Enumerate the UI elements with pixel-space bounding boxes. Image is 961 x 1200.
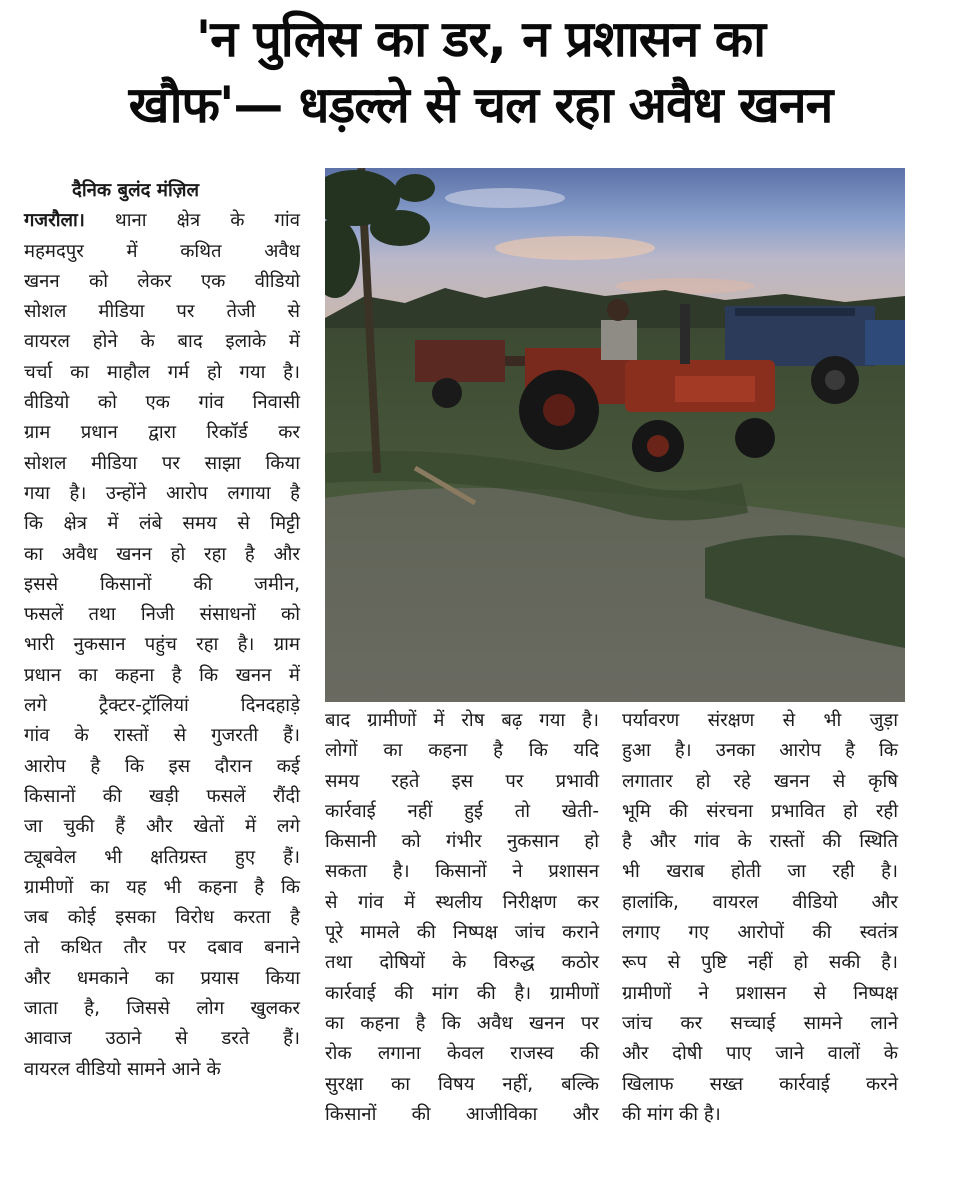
article-line: पर्यावरण संरक्षण से भी जुड़ा [622, 710, 898, 731]
article-line: लगातार हो रहे खनन से कृषि [622, 770, 898, 792]
article-line: महमदपुर में कथित अवैध [24, 240, 300, 262]
article-line: भारी नुकसान पहुंच रहा है। ग्राम [24, 634, 300, 656]
article-line: और दोषी पाए जाने वालों के [622, 1043, 898, 1065]
article-line: तथा दोषियों के विरुद्ध कठोर [325, 952, 599, 974]
article-line: ट्यूबवेल भी क्षतिग्रस्त हुए हैं। [24, 846, 300, 868]
article-line: कि क्षेत्र में लंबे समय से मिट्टी [24, 513, 300, 535]
headline-line-1: 'न पुलिस का डर, न प्रशासन का [195, 10, 766, 68]
article-line: जाता है, जिससे लोग खुलकर [24, 998, 300, 1020]
article-line: रूप से पुष्टि नहीं हो सकी है। [622, 952, 898, 974]
article-line: आरोप है कि इस दौरान कई [24, 755, 300, 777]
article-line: खिलाफ सख्त कार्रवाई करने [622, 1073, 898, 1095]
article-line: पूरे मामले की निष्पक्ष जांच कराने [325, 922, 599, 944]
article-line: चर्चा का माहौल गर्म हो गया है। [24, 361, 300, 383]
news-photo-tractors [325, 168, 905, 702]
article-line: जा चुकी हैं और खेतों में लगे [24, 816, 300, 838]
article-line: समय रहते इस पर प्रभावी [325, 770, 599, 792]
article-line: ग्रामीणों का यह भी कहना है कि [24, 876, 300, 898]
article-line: भी खराब होती जा रही है। [622, 861, 898, 883]
article-line: बाद ग्रामीणों में रोष बढ़ गया है। [325, 710, 599, 731]
article-column-3 [622, 706, 898, 1130]
article-line: वायरल वीडियो सामने आने के [24, 1058, 221, 1080]
article-line: वायरल होने के बाद इलाके में [24, 331, 300, 353]
article-line: गांव के रास्तों से गुजरती हैं। [24, 725, 300, 747]
article-column-2 [325, 706, 599, 1130]
article-line: से गांव में स्थलीय निरीक्षण कर [325, 891, 599, 913]
article-line: लगे ट्रैक्टर-ट्रॉलियां दिनदहाड़े [24, 695, 300, 717]
article-line: तो कथित तौर पर दबाव बनाने [24, 937, 300, 959]
article-line: गया है। उन्होंने आरोप लगाया है [24, 482, 300, 504]
article-line: कार्रवाई नहीं हुई तो खेती- [325, 800, 599, 822]
article-line [24, 206, 300, 236]
article-line: का अवैध खनन हो रहा है और [24, 543, 300, 565]
article-line: जब कोई इसका विरोध करता है [24, 907, 300, 929]
article-line: हुआ है। उनका आरोप है कि [622, 740, 898, 762]
article-line: वीडियो को एक गांव निवासी [24, 392, 300, 414]
article-line: सोशल मीडिया पर साझा किया [24, 452, 300, 474]
article-line: किसानी को गंभीर नुकसान हो [325, 831, 599, 853]
article-line: हालांकि, वायरल वीडियो और [622, 891, 898, 913]
article-line: भूमि की संरचना प्रभावित हो रही [622, 800, 898, 822]
article-line: इससे किसानों की जमीन, [24, 573, 300, 595]
article-line: और धमकाने का प्रयास किया [24, 967, 300, 989]
article-line: कार्रवाई की मांग की है। ग्रामीणों [325, 982, 599, 1004]
article-line-text: थाना क्षेत्र के गांव [84, 210, 300, 232]
article-line: फसलें तथा निजी संसाधनों को [24, 604, 300, 626]
article-line: आवाज उठाने से डरते हैं। [24, 1028, 300, 1050]
article-line: किसानों की खड़ी फसलें रौंदी [24, 785, 300, 807]
article-line: प्रधान का कहना है कि खनन में [24, 664, 300, 686]
article-line: सोशल मीडिया पर तेजी से [24, 301, 300, 323]
article-line: ग्रामीणों ने प्रशासन से निष्पक्ष [622, 982, 898, 1004]
article-line: लोगों का कहना है कि यदि [325, 740, 599, 762]
dateline: गजरौला। [24, 210, 85, 232]
article-line: रोक लगाना केवल राजस्व की [325, 1043, 599, 1065]
article-line: है और गांव के रास्तों की स्थिति [622, 831, 898, 853]
article-line: जांच कर सच्चाई सामने लाने [622, 1012, 898, 1034]
headline-line-2: खौफ'— धड़ल्ले से चल रहा अवैध खनन [128, 76, 833, 134]
article-line: की मांग की है। [622, 1103, 721, 1125]
article-line: खनन को लेकर एक वीडियो [24, 270, 300, 292]
article-line: सुरक्षा का विषय नहीं, बल्कि [325, 1073, 599, 1095]
article-line: का कहना है कि अवैध खनन पर [325, 1012, 599, 1034]
article-column-1 [24, 176, 300, 1085]
article-line: सकता है। किसानों ने प्रशासन [325, 861, 599, 883]
article-line: किसानों की आजीविका और [325, 1103, 599, 1125]
headline [10, 6, 951, 138]
article-line: ग्राम प्रधान द्वारा रिकॉर्ड कर [24, 422, 300, 444]
article-line: लगाए गए आरोपों की स्वतंत्र [622, 922, 898, 944]
byline: दैनिक बुलंद मंज़िल [72, 180, 200, 201]
